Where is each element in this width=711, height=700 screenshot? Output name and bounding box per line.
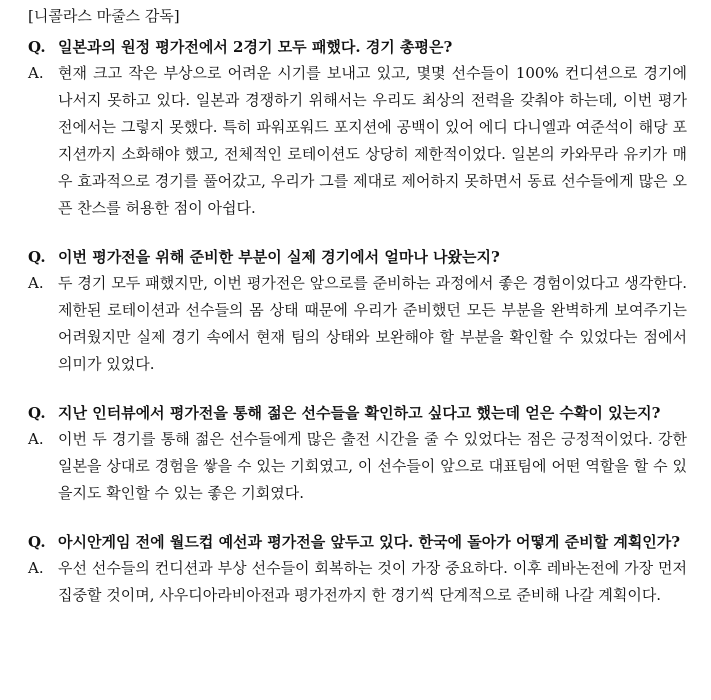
answer-text: 이번 두 경기를 통해 젊은 선수들에게 많은 출전 시간을 줄 수 있었다는 점은 긍정적이었다. 강한 일본을 상대로 경험을 쌓을 수 있는 기회였고, 이 선수들이 앞으로 대표팀에 어떤 역할을 할 수 있을지도 확인할 수 있는 좋은 기회였다. — [58, 430, 687, 502]
answer-prefix: A. — [28, 559, 44, 577]
question-prefix: Q. — [28, 404, 46, 422]
answer — [28, 60, 687, 222]
question-prefix: Q. — [28, 248, 46, 266]
question — [28, 400, 687, 426]
question-prefix: Q. — [28, 533, 46, 551]
question-prefix: Q. — [28, 38, 46, 56]
answer — [28, 426, 687, 507]
answer-prefix: A. — [28, 430, 44, 448]
answer-prefix: A. — [28, 274, 44, 292]
question-text: 이번 평가전을 위해 준비한 부분이 실제 경기에서 얼마나 나왔는지? — [58, 248, 500, 266]
question-text: 아시안게임 전에 월드컵 예선과 평가전을 앞두고 있다. 한국에 돌아가 어떻게 준비할 계획인가? — [58, 533, 681, 551]
qa-block-4 — [28, 529, 687, 609]
answer-prefix: A. — [28, 64, 44, 82]
question — [28, 244, 687, 270]
answer-text: 우선 선수들의 컨디션과 부상 선수들이 회복하는 것이 가장 중요하다. 이후 레바논전에 가장 먼저 집중할 것이며, 사우디아라비아전과 평가전까지 한 경기씩 단계적으로 준비해 나갈 계획이다. — [58, 559, 687, 604]
qa-block-3 — [28, 400, 687, 507]
answer — [28, 270, 687, 378]
qa-block-1 — [28, 34, 687, 222]
question-text: 지난 인터뷰에서 평가전을 통해 젊은 선수들을 확인하고 싶다고 했는데 얻은 수확이 있는지? — [58, 404, 661, 422]
document-header: [니콜라스 마줄스 감독] — [28, 7, 180, 25]
answer — [28, 555, 687, 609]
question-text: 일본과의 원정 평가전에서 2경기 모두 패했다. 경기 총평은? — [58, 38, 453, 56]
answer-text: 두 경기 모두 패했지만, 이번 평가전은 앞으로를 준비하는 과정에서 좋은 경험이었다고 생각한다. 제한된 로테이션과 선수들의 몸 상태 때문에 우리가 준비했던 모든 부분을 완벽하게 보여주기는 어려웠지만 실제 경기 속에서 현재 팀의 상태와 보완해야 할 부분을 확인할 수 있었다는 점에서 의미가 있었다. — [58, 274, 687, 373]
answer-text: 현재 크고 작은 부상으로 어려운 시기를 보내고 있고, 몇몇 선수들이 100% 컨디션으로 경기에 나서지 못하고 있다. 일본과 경쟁하기 위해서는 우리도 최상의 전력을 갖춰야 하는데, 이번 평가전에서는 그렇지 못했다. 특히 파워포워드 포지션에 공백이 있어 에디 다니엘과 여준석이 해당 포지션까지 소화해야 했고, 전체적인 로테이션도 상당히 제한적이었다. 일본의 카와무라 유키가 매우 효과적으로 경기를 풀어갔고, 우리가 그를 제대로 제어하지 못하면서 동료 선수들에게 많은 오픈 찬스를 허용한 점이 아쉽다. — [58, 64, 687, 217]
question — [28, 34, 687, 60]
qa-block-2 — [28, 244, 687, 378]
question — [28, 529, 687, 555]
